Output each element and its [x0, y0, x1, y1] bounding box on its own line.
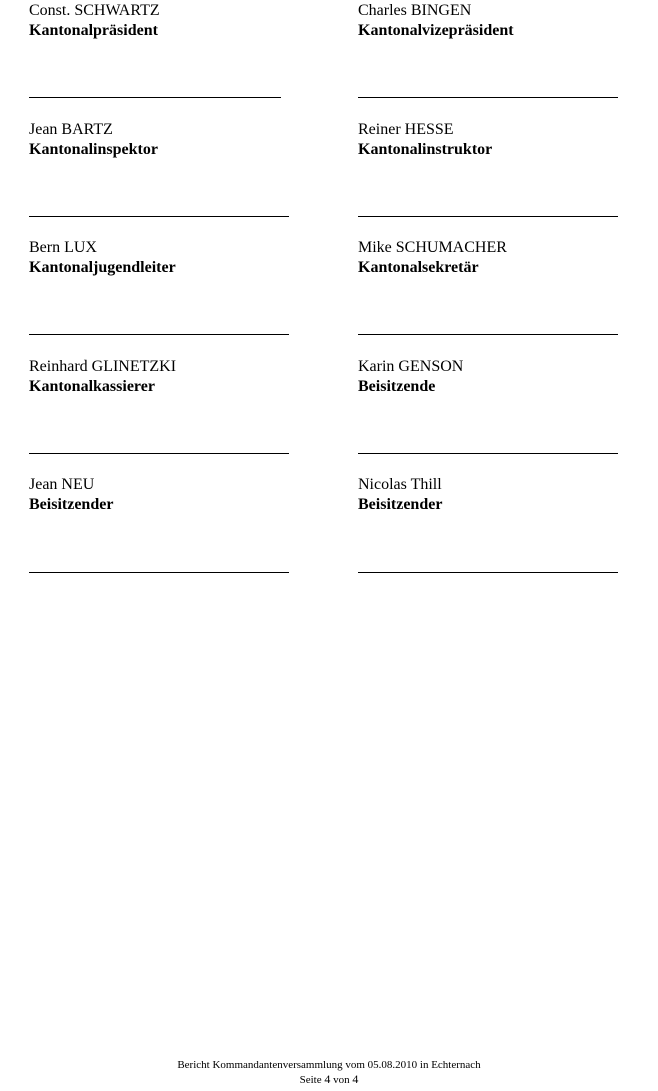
signatory-name: Bern LUX	[29, 239, 97, 256]
signatory-role: Beisitzender	[29, 496, 114, 513]
signatory-block	[358, 357, 463, 397]
signatory-role: Kantonalsekretär	[358, 259, 479, 276]
signatory-name: Mike SCHUMACHER	[358, 239, 507, 256]
signatory-block	[358, 475, 442, 515]
page-total: 4	[352, 1072, 359, 1086]
signature-line	[29, 453, 289, 454]
signatory-block	[358, 120, 492, 160]
signatory-block	[29, 120, 158, 160]
signature-line	[358, 216, 618, 217]
signatory-name: Jean NEU	[29, 476, 95, 493]
signatory-role: Beisitzender	[358, 496, 443, 513]
signatory-role: Kantonaljugendleiter	[29, 259, 176, 276]
signatory-block	[358, 238, 507, 278]
page-current: 4	[324, 1072, 331, 1086]
signature-line	[358, 453, 618, 454]
page-footer-report: Bericht Kommandantenversammlung vom 05.08.2010 in Echternach	[177, 1059, 481, 1071]
page-label: Seite	[299, 1074, 322, 1086]
signatory-block	[29, 1, 160, 41]
signatory-block	[358, 1, 514, 41]
signatory-name: Jean BARTZ	[29, 121, 113, 138]
signatory-role: Beisitzende	[358, 378, 436, 395]
signatory-block	[29, 238, 176, 278]
signatory-name: Reinhard GLINETZKI	[29, 358, 177, 375]
signature-line	[29, 97, 281, 98]
signatory-name: Const. SCHWARTZ	[29, 2, 160, 19]
signatory-name: Charles BINGEN	[358, 2, 472, 19]
signatory-role: Kantonalinspektor	[29, 141, 158, 158]
signatory-block	[29, 475, 113, 515]
signature-line	[358, 572, 618, 573]
signatory-name: Karin GENSON	[358, 358, 464, 375]
signatory-name: Nicolas Thill	[358, 476, 442, 493]
page-separator: von	[333, 1074, 350, 1086]
signature-line	[29, 334, 289, 335]
signatory-block	[29, 357, 176, 397]
signatory-name: Reiner HESSE	[358, 121, 454, 138]
signatory-role: Kantonalvizepräsident	[358, 22, 514, 39]
signature-line	[29, 572, 289, 573]
signature-line	[358, 334, 618, 335]
signatory-role: Kantonalkassierer	[29, 378, 155, 395]
page-number	[0, 1073, 658, 1087]
signatory-role: Kantonalinstruktor	[358, 141, 493, 158]
signature-line	[29, 216, 289, 217]
signatory-role: Kantonalpräsident	[29, 22, 158, 39]
signature-line	[358, 97, 618, 98]
